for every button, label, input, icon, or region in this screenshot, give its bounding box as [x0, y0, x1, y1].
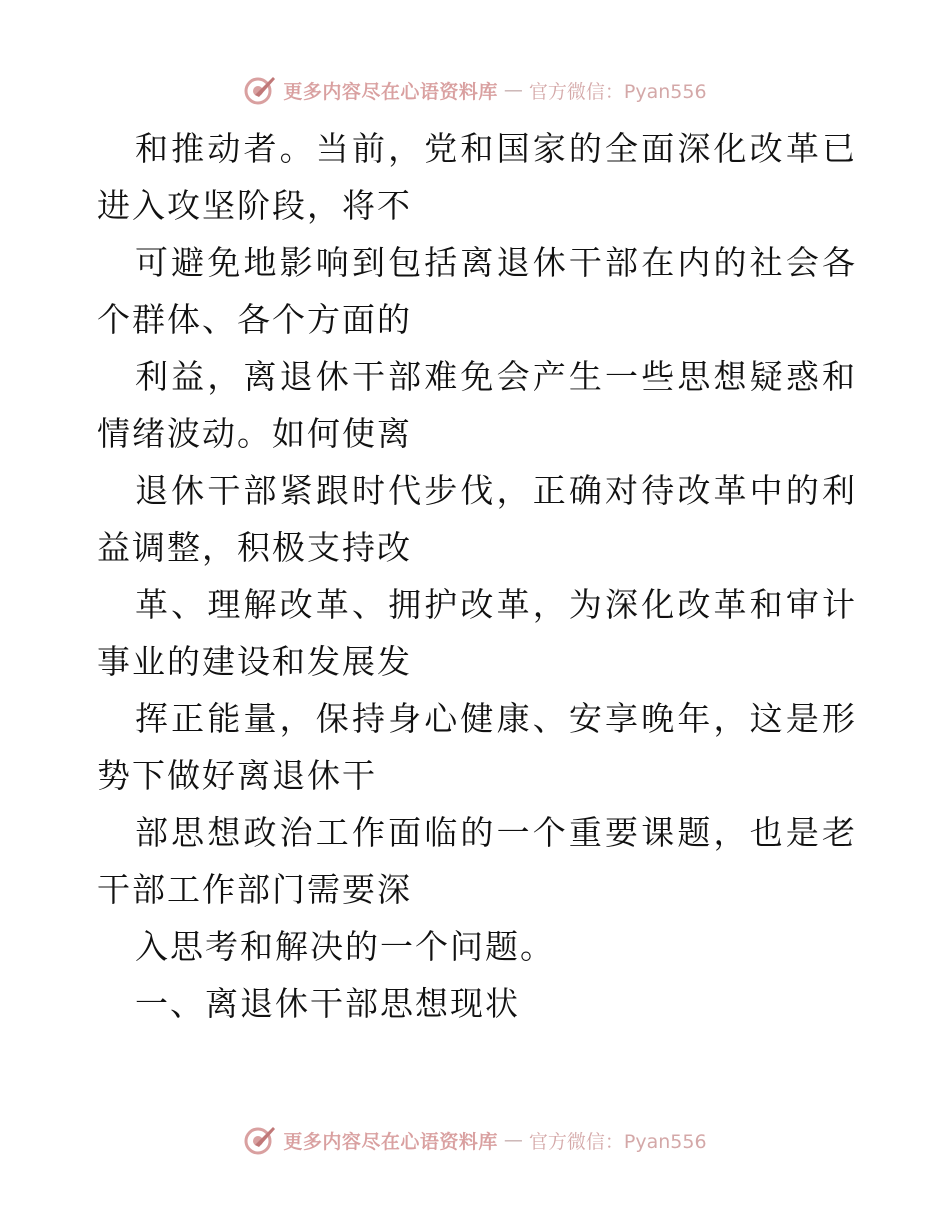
- paragraph: 退休干部紧跟时代步伐，正确对待改革中的利益调整，积极支持改: [97, 471, 857, 567]
- quill-pen-logo-icon: [243, 1123, 277, 1157]
- section-heading: 一、离退休干部思想现状: [135, 984, 520, 1023]
- watermark-main-text: 更多内容尽在心语资料库: [283, 1130, 498, 1153]
- footer-watermark: [0, 1120, 950, 1160]
- quill-pen-logo-icon: [243, 73, 277, 107]
- watermark-main-text: 更多内容尽在心语资料库: [283, 80, 498, 103]
- watermark-sub-text: 官方微信：Pyan556: [528, 80, 707, 103]
- paragraph: 和推动者。当前，党和国家的全面深化改革已进入攻坚阶段，将不: [97, 129, 857, 225]
- paragraph: 挥正能量，保持身心健康、安享晚年，这是形势下做好离退休干: [97, 699, 857, 795]
- paragraph: 部思想政治工作面临的一个重要课题，也是老干部工作部门需要深: [97, 813, 857, 909]
- paragraph: 革、理解改革、拥护改革，为深化改革和审计事业的建设和发展发: [97, 585, 857, 681]
- header-watermark: [0, 70, 950, 110]
- watermark-dash: —: [503, 79, 523, 101]
- document-body: [97, 120, 857, 1032]
- paragraph: 利益，离退休干部难免会产生一些思想疑惑和情绪波动。如何使离: [97, 357, 857, 453]
- paragraph: 入思考和解决的一个问题。: [135, 927, 555, 966]
- watermark-dash: —: [503, 1129, 523, 1151]
- watermark-sub-text: 官方微信：Pyan556: [528, 1130, 707, 1153]
- paragraph: 可避免地影响到包括离退休干部在内的社会各个群体、各个方面的: [97, 243, 857, 339]
